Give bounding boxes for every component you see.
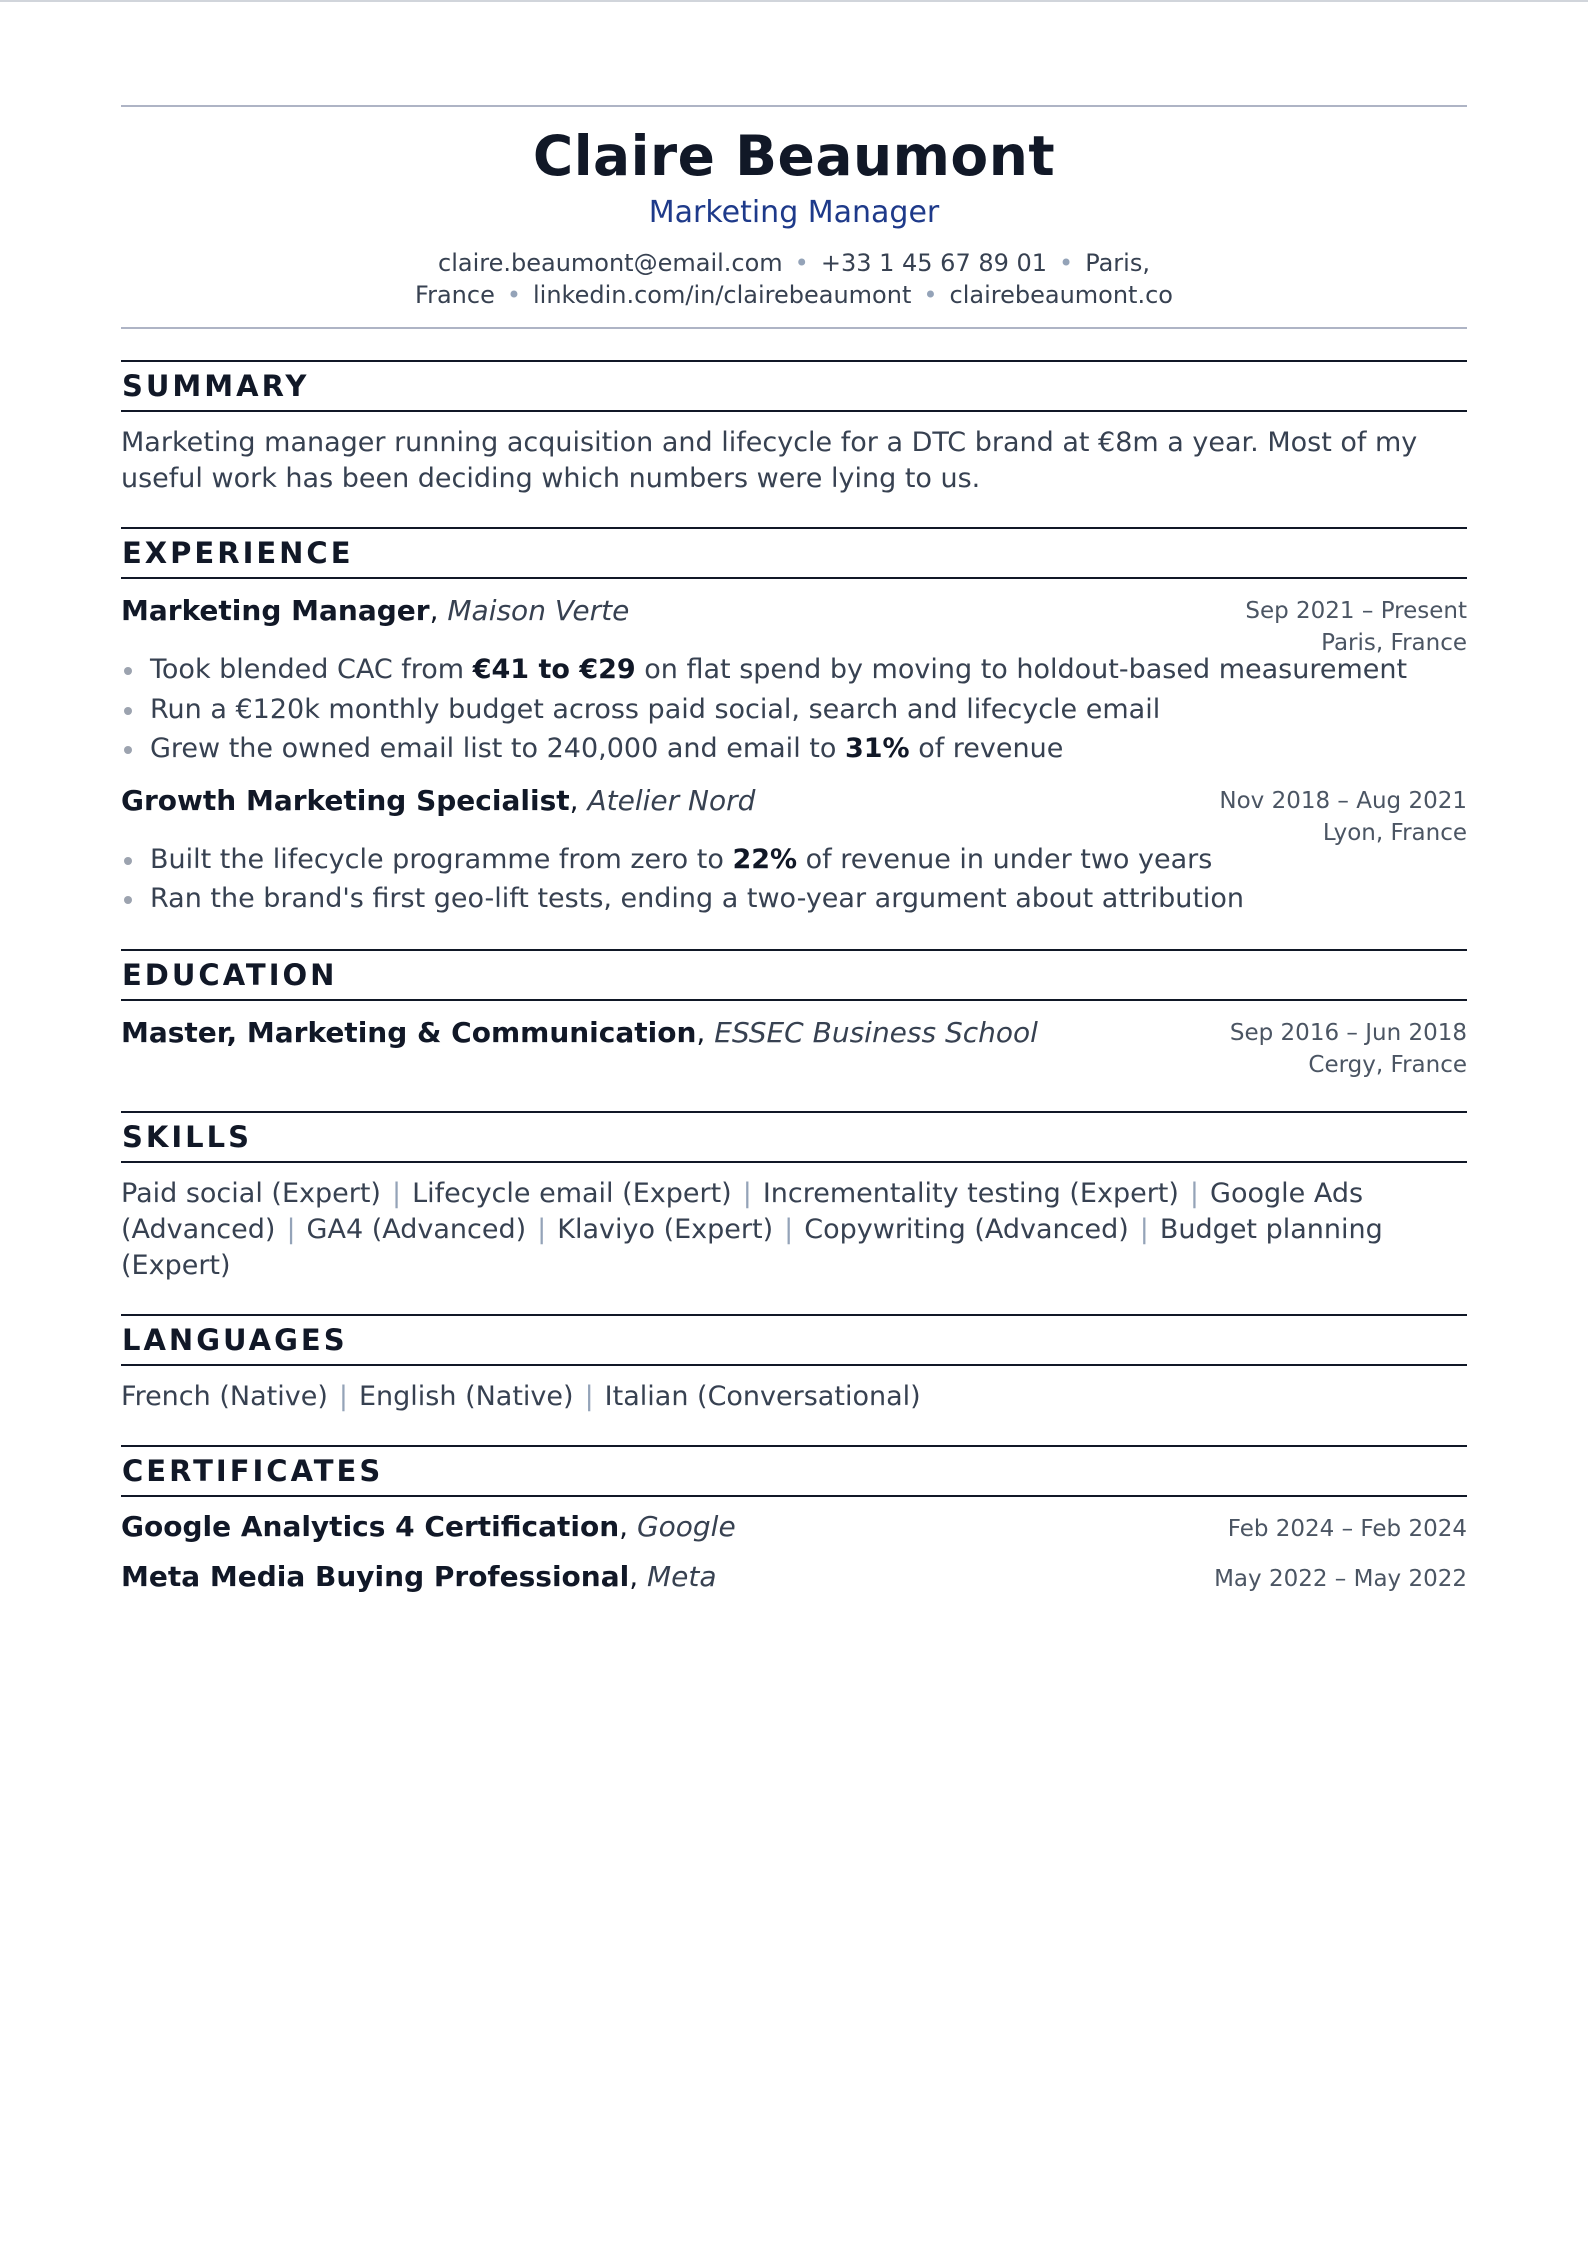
education-heading: Master, Marketing & Communication, ESSEC Business School bbox=[121, 1015, 1038, 1049]
list-separator: | bbox=[1139, 1213, 1149, 1245]
skill-item: Paid social (Expert) bbox=[121, 1177, 381, 1209]
contact-separator: • bbox=[794, 249, 809, 277]
certificate-heading: Google Analytics 4 Certification, Google bbox=[121, 1509, 736, 1543]
skill-item: GA4 (Advanced) bbox=[306, 1213, 527, 1245]
bullet-item: Grew the owned email list to 240,000 and email to 31% of revenue bbox=[122, 729, 1467, 769]
education-section bbox=[121, 949, 1467, 1081]
language-item: Italian (Conversational) bbox=[604, 1380, 921, 1412]
section-title: LANGUAGES bbox=[121, 1314, 1467, 1366]
education-meta bbox=[1230, 1017, 1467, 1081]
certificate-entry bbox=[121, 1559, 1467, 1595]
certificate-name: Google Analytics 4 Certification bbox=[121, 1509, 620, 1543]
bullet-item: Built the lifecycle programme from zero to 22% of revenue in under two years bbox=[122, 840, 1467, 880]
job-entry bbox=[121, 593, 1467, 769]
experience-section bbox=[121, 527, 1467, 919]
job-location: Lyon, France bbox=[1322, 819, 1467, 846]
contact-separator: • bbox=[923, 281, 938, 309]
contact-separator: • bbox=[506, 281, 521, 309]
contact-location: Paris, France bbox=[415, 249, 1150, 309]
bullet-item: Took blended CAC from €41 to €29 on flat spend by moving to holdout-based measurement bbox=[122, 650, 1467, 690]
job-bullets bbox=[121, 650, 1467, 769]
list-separator: | bbox=[584, 1380, 594, 1412]
certificate-heading: Meta Media Buying Professional, Meta bbox=[121, 1559, 717, 1593]
certificate-dates: Feb 2024 – Feb 2024 bbox=[1227, 1515, 1467, 1542]
contact-email[interactable]: claire.beaumont@email.com bbox=[438, 249, 783, 277]
certificate-entry bbox=[121, 1509, 1467, 1545]
certificate-name: Meta Media Buying Professional bbox=[121, 1559, 630, 1593]
contact-line bbox=[404, 247, 1184, 311]
certificates-section bbox=[121, 1445, 1467, 1595]
bullet-item: Run a €120k monthly budget across paid social, search and lifecycle email bbox=[122, 690, 1467, 730]
list-separator: | bbox=[784, 1213, 794, 1245]
education-entry bbox=[121, 1015, 1467, 1081]
skill-item: Klaviyo (Expert) bbox=[557, 1213, 774, 1245]
candidate-name: Claire Beaumont bbox=[532, 124, 1056, 188]
job-bullets bbox=[121, 840, 1467, 919]
skills-section bbox=[121, 1111, 1467, 1284]
education-location: Cergy, France bbox=[1308, 1051, 1467, 1078]
contact-linkedin[interactable]: linkedin.com/in/clairebeaumont bbox=[533, 281, 912, 309]
language-item: English (Native) bbox=[358, 1380, 574, 1412]
list-separator: | bbox=[338, 1380, 348, 1412]
skills-list bbox=[121, 1176, 1467, 1284]
contact-website[interactable]: clairebeaumont.co bbox=[949, 281, 1173, 309]
certificate-dates: May 2022 – May 2022 bbox=[1214, 1565, 1467, 1592]
skill-item: Lifecycle email (Expert) bbox=[412, 1177, 732, 1209]
list-separator: | bbox=[391, 1177, 402, 1209]
job-entry bbox=[121, 783, 1467, 919]
list-separator: | bbox=[537, 1213, 547, 1245]
section-title: EXPERIENCE bbox=[121, 527, 1467, 579]
certificate-issuer: Google bbox=[636, 1509, 736, 1543]
education-dates: Sep 2016 – Jun 2018 bbox=[1229, 1019, 1467, 1046]
candidate-role: Marketing Manager bbox=[648, 195, 940, 230]
job-position: Marketing Manager bbox=[121, 594, 430, 627]
languages-list bbox=[121, 1379, 1467, 1415]
job-dates: Nov 2018 – Aug 2021 bbox=[1219, 787, 1467, 814]
skill-item: Budget planning (Expert) bbox=[121, 1213, 1383, 1281]
job-heading: Growth Marketing Specialist, Atelier Nord bbox=[121, 783, 756, 817]
section-title: SKILLS bbox=[121, 1111, 1467, 1163]
skill-item: Incrementality testing (Expert) bbox=[762, 1177, 1179, 1209]
job-location: Paris, France bbox=[1321, 630, 1467, 656]
header-bottom-rule bbox=[121, 327, 1467, 329]
languages-section bbox=[121, 1314, 1467, 1415]
education-degree: Master, Marketing & Communication bbox=[121, 1015, 697, 1049]
list-separator: | bbox=[1189, 1177, 1200, 1209]
job-heading: Marketing Manager, Maison Verte bbox=[121, 594, 630, 627]
language-item: French (Native) bbox=[121, 1380, 328, 1412]
job-company: Atelier Nord bbox=[587, 783, 756, 817]
skill-item: Copywriting (Advanced) bbox=[804, 1213, 1129, 1245]
skill-item: Google Ads (Advanced) bbox=[121, 1177, 1364, 1245]
section-title: EDUCATION bbox=[121, 949, 1467, 1001]
contact-separator: • bbox=[1059, 249, 1074, 277]
resume-page bbox=[121, 105, 1467, 1595]
contact-phone[interactable]: +33 1 45 67 89 01 bbox=[820, 249, 1048, 277]
certificate-issuer: Meta bbox=[647, 1559, 717, 1593]
job-company: Maison Verte bbox=[447, 594, 630, 627]
summary-section bbox=[121, 360, 1467, 497]
list-separator: | bbox=[742, 1177, 752, 1209]
bullet-item: Ran the brand's first geo-lift tests, ending a two-year argument about attribution bbox=[122, 879, 1467, 919]
section-title: SUMMARY bbox=[121, 360, 1467, 412]
job-dates: Sep 2021 – Present bbox=[1245, 598, 1467, 624]
page-top-border bbox=[0, 0, 1588, 2]
list-separator: | bbox=[286, 1213, 296, 1245]
section-title: CERTIFICATES bbox=[121, 1445, 1467, 1497]
resume-header bbox=[121, 107, 1467, 327]
job-position: Growth Marketing Specialist bbox=[121, 783, 570, 817]
education-school: ESSEC Business School bbox=[714, 1015, 1038, 1049]
summary-text: Marketing manager running acquisition and lifecycle for a DTC brand at €8m a year. Most of my useful work has been deciding which numbers were lying to us. bbox=[121, 427, 1418, 494]
